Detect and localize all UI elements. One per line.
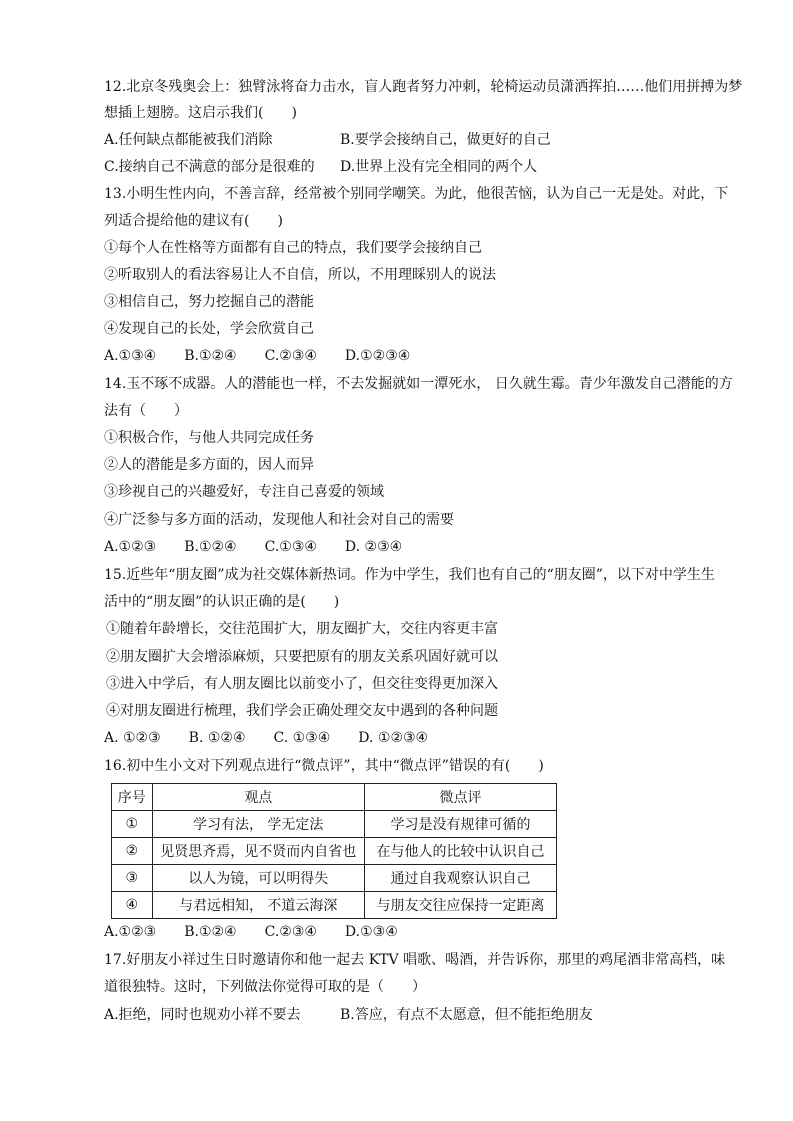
table-row <box>112 865 557 892</box>
answer-choices: A. ①②③ B. ①②④ C. ①③④ D. ①②③④ <box>104 730 429 746</box>
statement-item: ②人的潜能是多方面的，因人而异 <box>104 457 314 473</box>
statement-item: ③珍视自己的兴趣爱好，专注自己喜爱的领域 <box>104 484 384 500</box>
table-cell: 见贤思齐焉，见不贤而内自省也 <box>152 838 364 865</box>
option-c: C.接纳自己不满意的部分是很难的 <box>104 159 315 175</box>
table-cell: 通过自我观察认识自己 <box>364 865 556 892</box>
option-a: A.拒绝，同时也规劝小祥不要去 <box>104 1007 301 1023</box>
option-a: A.任何缺点都能被我们消除 <box>104 132 273 148</box>
question-stem-line: 想插上翅膀。这启示我们( ) <box>104 105 297 121</box>
option-b: B.答应，有点不太愿意，但不能拒绝朋友 <box>340 1007 593 1023</box>
table-cell: 与君远相知， 不道云海深 <box>152 892 364 919</box>
statement-item: ④发现自己的长处，学会欣赏自己 <box>104 321 314 337</box>
question-stem-line: 15.近些年“朋友圈”成为社交媒体新热词。作为中学生，我们也有自己的“朋友圈”，以下对中学生生 <box>104 567 715 583</box>
question-stem-line: 14.玉不琢不成器。人的潜能也一样，不去发掘就如一潭死水， 日久就生霉。青少年激发自己潜能的方 <box>104 376 733 392</box>
question-stem-line: 17.好朋友小祥过生日时邀请你和他一起去 KTV 唱歌、喝酒，并告诉你，那里的鸡尾酒非常高档，味 <box>104 952 726 968</box>
column-header: 微点评 <box>364 784 556 811</box>
table-cell: 与朋友交往应保持一定距离 <box>364 892 556 919</box>
table-cell: ② <box>112 838 153 865</box>
answer-choices: A.①②③ B.①②④ C.①③④ D. ②③④ <box>104 539 403 555</box>
table-cell: 学习是没有规律可循的 <box>364 811 556 838</box>
statement-item: ①随着年龄增长，交往范围扩大，朋友圈扩大，交往内容更丰富 <box>106 621 498 637</box>
question-stem-line: 列适合提给他的建议有( ) <box>104 213 283 229</box>
question-stem-line: 道很独特。这时，下列做法你觉得可取的是（ ） <box>104 979 426 995</box>
table-header-row <box>112 784 557 811</box>
table-row <box>112 892 557 919</box>
answer-choices: A.①②③ B.①②④ C.②③④ D.①③④ <box>104 924 398 940</box>
statement-item: ③相信自己，努力挖掘自己的潜能 <box>104 294 314 310</box>
table-cell: ① <box>112 811 153 838</box>
question-stem-line: 活中的“朋友圈”的认识正确的是( ) <box>104 594 340 610</box>
statement-item: ④广泛参与多方面的活动，发现他人和社会对自己的需要 <box>104 512 454 528</box>
column-header: 序号 <box>112 784 153 811</box>
table-row <box>112 811 557 838</box>
statement-item: ②朋友圈扩大会增添麻烦，只要把原有的朋友关系巩固好就可以 <box>106 649 498 665</box>
statement-item: ①积极合作，与他人共同完成任务 <box>104 430 314 446</box>
table-cell: 在与他人的比较中认识自己 <box>364 838 556 865</box>
question-stem-line: 法有（ ） <box>104 403 188 419</box>
option-b: B.要学会接纳自己，做更好的自己 <box>340 132 551 148</box>
question-stem-line: 12.北京冬残奥会上：独臂泳将奋力击水，盲人跑者努力冲刺，轮椅运动员潇洒挥拍……他们用拼搏为梦 <box>104 79 743 95</box>
statement-item: ④对朋友圈进行梳理，我们学会正确处理交友中遇到的各种问题 <box>106 703 498 719</box>
table-cell: 以人为镜，可以明得失 <box>152 865 364 892</box>
viewpoint-table <box>111 783 557 919</box>
statement-item: ①每个人在性格等方面都有自己的特点，我们要学会接纳自己 <box>104 240 482 256</box>
table-cell: ④ <box>112 892 153 919</box>
statement-item: ②听取别人的看法容易让人不自信，所以，不用理睬别人的说法 <box>104 267 496 283</box>
table-cell: ③ <box>112 865 153 892</box>
question-stem-line: 13.小明生性内向，不善言辞，经常被个别同学嘲笑。为此，他很苦恼，认为自己一无是处。对此，下 <box>104 186 729 202</box>
answer-choices: A.①③④ B.①②④ C.②③④ D.①②③④ <box>104 348 411 364</box>
column-header: 观点 <box>152 784 364 811</box>
option-d: D.世界上没有完全相同的两个人 <box>340 159 538 175</box>
statement-item: ③进入中学后，有人朋友圈比以前变小了，但交往变得更加深入 <box>106 676 498 692</box>
question-stem-line: 16.初中生小文对下列观点进行“微点评”，其中“微点评”错误的有( ) <box>104 758 544 774</box>
table-cell: 学习有法， 学无定法 <box>152 811 364 838</box>
table-row <box>112 838 557 865</box>
